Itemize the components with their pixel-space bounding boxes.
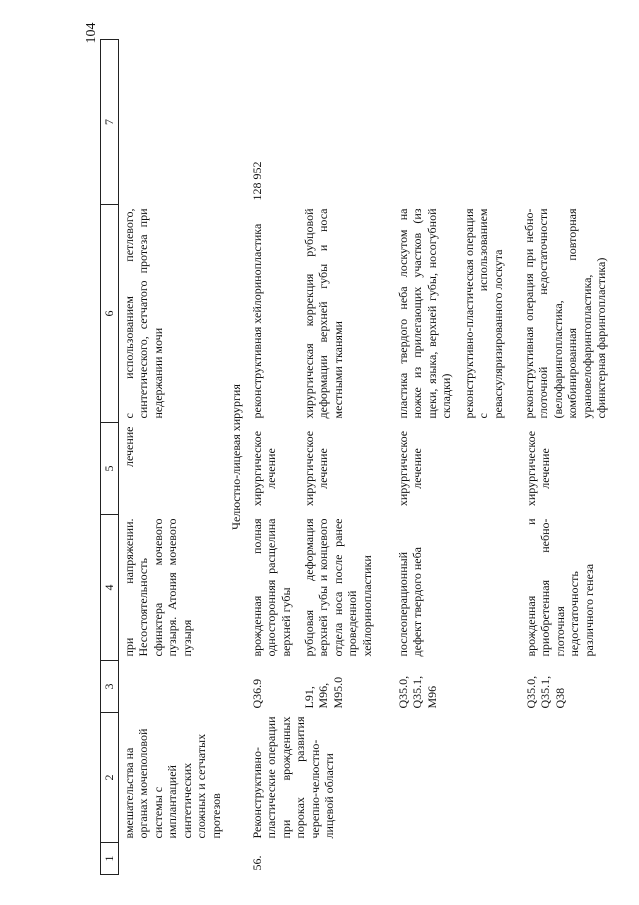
header-col-5: 5	[101, 423, 119, 515]
row-56-norm: 128 952	[249, 161, 264, 201]
diagnosis-1: врожденная полная односторонняя расщелина верхней губы	[249, 518, 293, 657]
diagnosis-2: рубцовая деформация верхней губы и концевого отдела носа после ранее проведенной хейлоринопластики	[301, 518, 374, 657]
header-row	[101, 40, 119, 875]
cont-norm	[118, 40, 226, 205]
code-3: Q35.0, Q35.1, M96	[395, 675, 439, 709]
section-row	[226, 40, 247, 875]
row-56-codes	[247, 661, 620, 713]
row-56-treatments	[247, 423, 620, 515]
row-56	[247, 40, 620, 875]
diagnosis-4: врожденная и приобретенная небно-глоточная недостаточность различного генеза	[523, 518, 596, 657]
header-col-3: 3	[101, 661, 119, 713]
treatment-1: хирургическое лечение	[249, 430, 278, 507]
header-col-2: 2	[101, 713, 119, 843]
cont-num	[118, 843, 226, 875]
method-4: реконструктивная операция при небно-глоточной недостаточности (велофарингопластика, комбинированная повторная урановелофарингопластика, сфинктерная фарингопластика)	[521, 208, 608, 419]
method-2: хирургическая коррекция рубцовой деформации верхней губы и носа местными тканями	[301, 208, 345, 419]
cont-code	[118, 661, 226, 713]
method-3a: пластика твердого неба лоскутом на ножке из прилегающих участков (из щеки, языка, верхней губы, носогубной складки)	[395, 208, 453, 419]
cont-diagnosis: при напряжении. Несостоятельность сфинктера мочевого пузыря. Атония мочевого пузыря	[121, 518, 194, 657]
code-1: Q36.9	[249, 678, 264, 709]
page-number: 104	[84, 22, 99, 44]
header-col-6: 6	[101, 205, 119, 423]
treatment-3: хирургическое лечение	[395, 430, 424, 507]
cont-treatment: лечение	[121, 426, 136, 468]
rotated-table-page	[100, 40, 625, 875]
row-56-operation: Реконструктивно-пластические операции при врожденных пороках развития черепно-челюстно-лицевой области	[249, 716, 336, 839]
treatment-4: хирургическое лечение	[523, 430, 552, 507]
diagnosis-3: послеоперационный дефект твердого неба	[395, 546, 424, 657]
continuation-row	[118, 40, 226, 875]
row-56-diagnoses	[247, 515, 620, 661]
header-col-1: 1	[101, 843, 119, 875]
method-1: реконструктивная хейлоринопластика	[249, 223, 264, 419]
header-col-7: 7	[101, 40, 119, 205]
cont-operation: вмешательства на органах мочеполовой системы с имплантацией синтетических сложных и сетчатых протезов	[121, 728, 223, 839]
header-col-4: 4	[101, 515, 119, 661]
code-4: Q35.0, Q35.1, Q38	[523, 675, 567, 709]
row-56-methods	[247, 205, 620, 423]
section-title: Челюстно-лицевая хирургия	[229, 384, 243, 530]
row-56-num: 56.	[249, 855, 264, 871]
code-2: L91, M96, M95.0	[301, 676, 345, 709]
cont-method: с использованием петлевого, синтетического, сетчатого протеза при недержании мочи	[121, 208, 165, 419]
treatment-2: хирургическое лечение	[301, 430, 330, 507]
method-3b: реконструктивно-пластическая операция с использованием реваскуляризированного лоскута	[461, 208, 505, 419]
vmp-table	[100, 39, 620, 875]
